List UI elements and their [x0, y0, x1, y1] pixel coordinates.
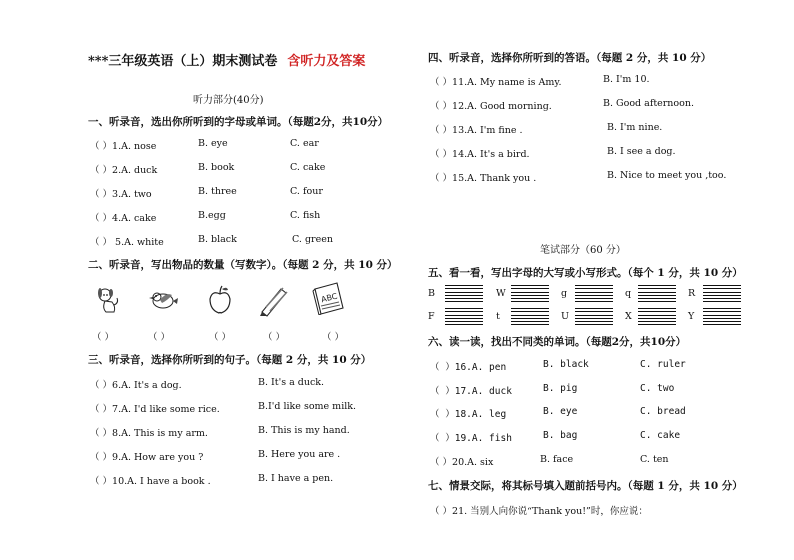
letter-label: B — [428, 288, 435, 299]
option-c: C. two — [640, 383, 675, 394]
title-highlight: 含听力及答案 — [287, 54, 366, 69]
section-3-heading: 三、听录音，选择你所听到的句子。（每题 2 分，共 10 分） — [88, 354, 372, 366]
option-b: B. bag — [543, 430, 578, 441]
option-b: B. Good afternoon. — [603, 98, 695, 109]
option-b: B. Nice to meet you ,too. — [607, 170, 727, 181]
question-row: （ ）17.A. duck — [430, 386, 512, 397]
letter-label: Y — [688, 311, 695, 322]
writing-lines[interactable] — [638, 285, 676, 303]
option-b: B.I'd like some milk. — [258, 401, 357, 412]
option-b: B. pig — [543, 383, 578, 394]
book-icon — [312, 281, 346, 315]
writing-header: 笔试部分（60 分） — [540, 245, 626, 256]
letter-label: W — [496, 288, 506, 299]
option-b: B. I have a pen. — [258, 473, 334, 484]
option-c: C. ear — [290, 138, 319, 149]
option-c: C. ruler — [640, 359, 686, 370]
answer-blank[interactable]: （ ） — [209, 332, 232, 343]
question-row: （ ） 5.A. white — [90, 237, 164, 248]
question-row: （ ）9.A. How are you ? — [90, 452, 204, 463]
question-row: （ ）11.A. My name is Amy. — [430, 77, 562, 88]
question-row: （ ）14.A. It's a bird. — [430, 149, 530, 160]
letter-label: R — [688, 288, 696, 299]
section-5-heading: 五、看一看，写出字母的大写或小写形式。（每个 1 分，共 10 分） — [428, 267, 743, 279]
option-b: B. eye — [198, 138, 228, 149]
option-c: C. bread — [640, 406, 686, 417]
writing-lines[interactable] — [703, 285, 741, 303]
question-row: （ ）6.A. It's a dog. — [90, 380, 182, 391]
question-row: （ ）4.A. cake — [90, 213, 157, 224]
writing-lines[interactable] — [638, 308, 676, 326]
letter-label: q — [625, 288, 632, 299]
writing-lines[interactable] — [575, 285, 613, 303]
writing-lines[interactable] — [511, 285, 549, 303]
option-b: B. I'm 10. — [603, 74, 650, 85]
option-b: B. black — [198, 234, 237, 245]
question-row: （ ）13.A. I'm fine . — [430, 125, 523, 136]
writing-lines[interactable] — [575, 308, 613, 326]
option-c: C. cake — [290, 162, 326, 173]
section-1-heading: 一、听录音，选出你所听到的字母或单词。（每题2分，共10分） — [88, 116, 389, 128]
option-b: B. It's a duck. — [258, 377, 325, 388]
option-b: B. I'm nine. — [607, 122, 663, 133]
section-7-heading: 七、情景交际，将其标号填入题前括号内。（每题 1 分，共 10 分） — [428, 480, 743, 492]
section-4-heading: 四、听录音，选择你所听到的答语。（每题 2 分，共 10 分） — [428, 52, 712, 64]
letter-label: X — [625, 311, 632, 322]
question-row: （ ）18.A. leg — [430, 409, 507, 420]
answer-blank[interactable]: （ ） — [92, 332, 115, 343]
writing-lines[interactable] — [511, 308, 549, 326]
option-b: B.egg — [198, 210, 226, 221]
question-row: （ ）20.A. six — [430, 457, 494, 468]
option-b: B. This is my hand. — [258, 425, 350, 436]
letter-label: U — [561, 311, 570, 322]
question-row: （ ）3.A. two — [90, 189, 152, 200]
answer-blank[interactable]: （ ） — [148, 332, 171, 343]
question-row: （ ）15.A. Thank you . — [430, 173, 537, 184]
letter-label: F — [428, 311, 435, 322]
letter-label: g — [561, 288, 568, 299]
option-b: B. face — [540, 454, 574, 465]
option-c: C. cake — [640, 430, 681, 441]
answer-blank[interactable]: （ ） — [322, 332, 345, 343]
option-b: B. eye — [543, 406, 578, 417]
writing-lines[interactable] — [703, 308, 741, 326]
option-b: B. book — [198, 162, 235, 173]
option-b: B. I see a dog. — [607, 146, 676, 157]
answer-blank[interactable]: （ ） — [263, 332, 286, 343]
dog-icon — [92, 283, 126, 317]
bird-icon — [146, 283, 180, 317]
question-row: （ ）12.A. Good morning. — [430, 101, 552, 112]
listening-header: 听力部分(40分) — [193, 95, 264, 106]
option-c: C. ten — [640, 454, 669, 465]
option-c: C. fish — [290, 210, 321, 221]
question-row: （ ）7.A. I'd like some rice. — [90, 404, 220, 415]
pencil-icon — [256, 283, 290, 317]
question-row: （ ）8.A. This is my arm. — [90, 428, 208, 439]
option-b: B. Here you are . — [258, 449, 341, 460]
question-row: （ ）1.A. nose — [90, 141, 157, 152]
book-cover-text: ABC — [320, 291, 339, 305]
question-row: （ ）10.A. I have a book . — [90, 476, 211, 487]
writing-lines[interactable] — [445, 308, 483, 326]
question-row: （ ）21. 当别人向你说“Thank you!”时，你应说： — [430, 506, 648, 517]
option-b: B. black — [543, 359, 589, 370]
letter-label: t — [496, 311, 500, 322]
writing-lines[interactable] — [445, 285, 483, 303]
section-6-heading: 六、读一读，找出不同类的单词。（每题2分，共10分） — [428, 336, 687, 348]
option-b: B. three — [198, 186, 237, 197]
apple-icon — [203, 283, 237, 317]
title-text: ***三年级英语（上）期末测试卷 — [88, 54, 278, 69]
section-2-heading: 二、听录音，写出物品的数量（写数字）。（每题 2 分，共 10 分） — [88, 259, 398, 271]
option-c: C. four — [290, 186, 323, 197]
option-c: C. green — [292, 234, 333, 245]
page-title — [88, 50, 365, 69]
question-row: （ ）19.A. fish — [430, 433, 512, 444]
question-row: （ ）16.A. pen — [430, 362, 507, 373]
question-row: （ ）2.A. duck — [90, 165, 158, 176]
